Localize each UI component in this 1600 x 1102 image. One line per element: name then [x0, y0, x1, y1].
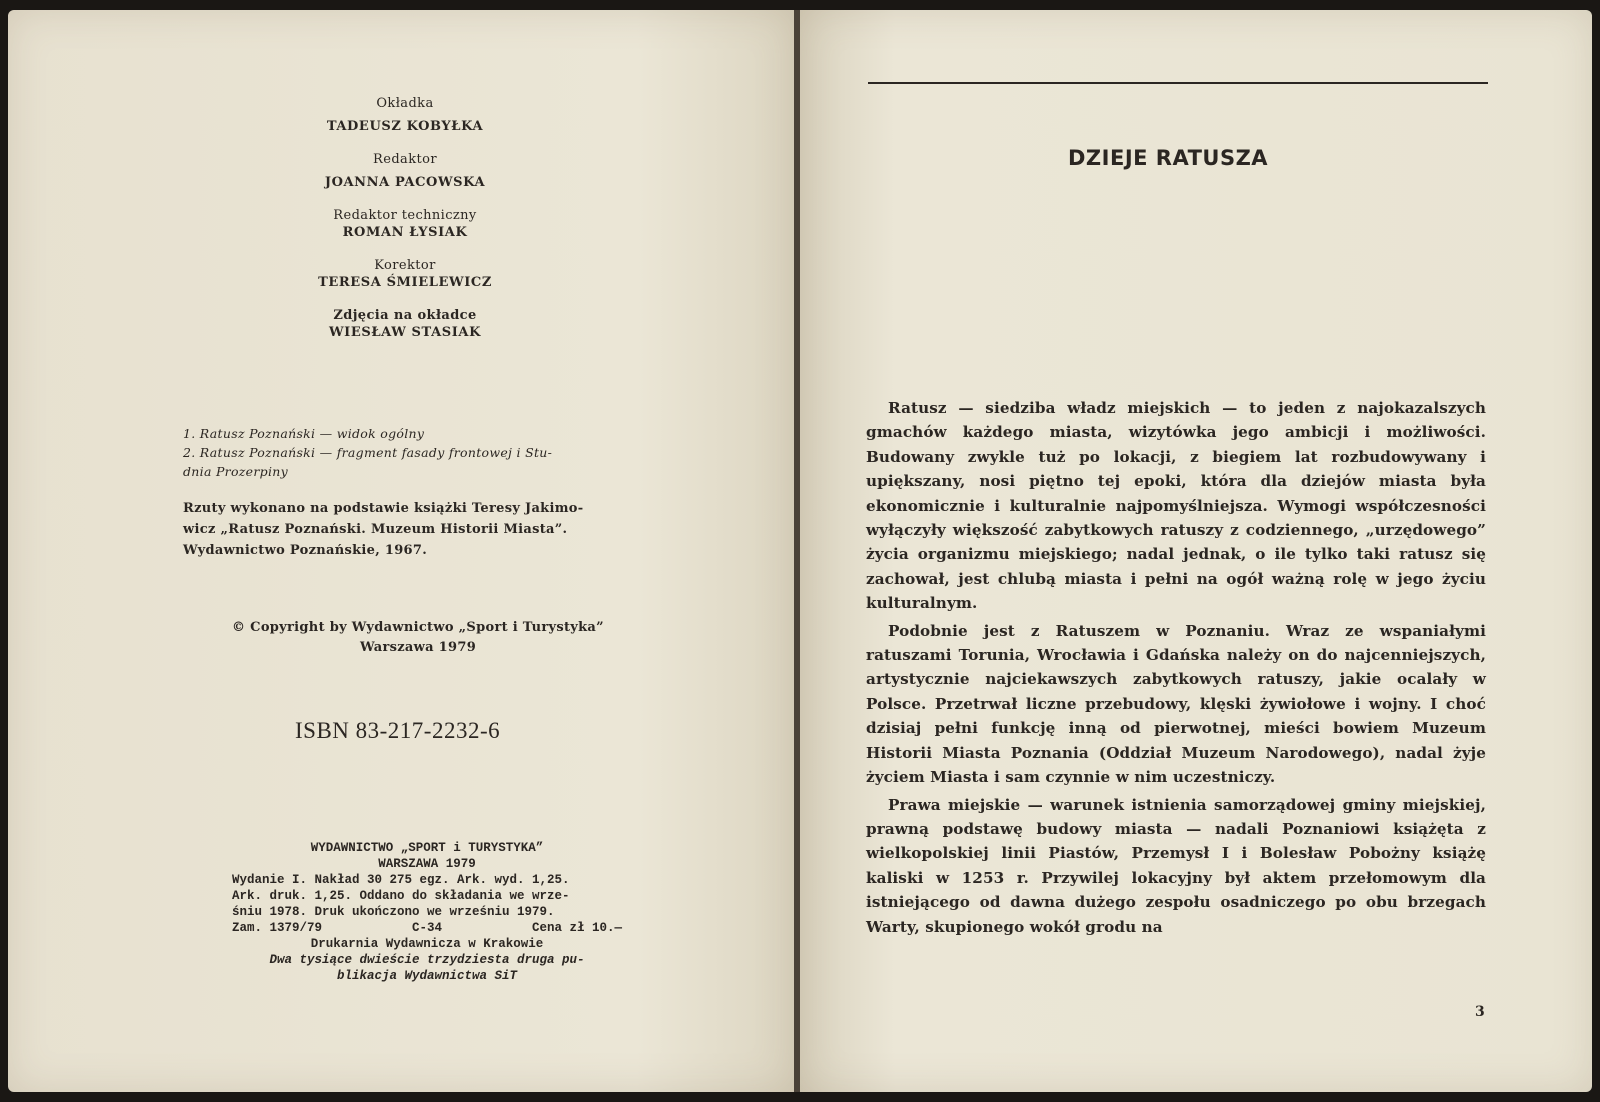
caption-line: 1. Ratusz Poznański — widok ogólny: [183, 426, 425, 441]
credit-name: TERESA ŚMIELEWICZ: [318, 275, 492, 290]
imprint-line: Ark. druk. 1,25. Oddano do składania we wrze-: [232, 889, 570, 903]
note-line: wicz „Ratusz Poznański. Muzeum Historii Miasta”.: [183, 522, 568, 537]
credit-name: WIESŁAW STASIAK: [328, 325, 482, 340]
copyright-line: © Copyright by Wydawnictwo „Sport i Turystyka”: [232, 620, 604, 635]
body-text: [866, 396, 1486, 942]
credit-name: JOANNA PACOWSKA: [324, 175, 486, 190]
caption-line: 2. Ratusz Poznański — fragment fasady frontowej i Stu-: [183, 445, 553, 460]
credit-name: TADEUSZ KOBYŁKA: [326, 119, 484, 134]
photo-captions: [183, 424, 663, 481]
credit-cover-photos: [300, 308, 510, 340]
imprint-order-row: [232, 920, 622, 936]
copyright-notice: [183, 618, 653, 658]
order-number: Zam. 1379/79: [232, 921, 323, 935]
credit-role: Korektor: [374, 258, 436, 273]
note-line: Wydawnictwo Poznańskie, 1967.: [183, 543, 428, 558]
credit-role: Zdjęcia na okładce: [333, 308, 477, 323]
note-line: Rzuty wykonano na podstawie książki Teresy Jakimo-: [183, 501, 584, 516]
imprint-edition-note: blikacja Wydawnictwa SiT: [336, 969, 518, 983]
imprint: [232, 840, 622, 984]
page-number: 3: [1475, 1004, 1485, 1020]
order-code: C-34: [411, 921, 442, 935]
credits: [300, 96, 510, 358]
imprint-line: Wydanie I. Nakład 30 275 egz. Ark. wyd. 1,25.: [232, 873, 570, 887]
isbn: ISBN 83-217-2232-6: [295, 718, 501, 743]
credit-proofreader: [300, 258, 510, 290]
imprint-publisher: WYDAWNICTWO „SPORT i TURYSTYKA”: [310, 841, 544, 855]
credit-cover: [300, 96, 510, 134]
credit-role: Redaktor techniczny: [333, 208, 477, 223]
paragraph: Ratusz — siedziba władz miejskich — to jeden z najokazalszych gmachów każdego miasta, wizytówka jego ambicji i możliwości. Budowany zwykle tuż po lokacji, z biegiem lat rozbudowywany i upiększany, nosi piętno tej epoki, która dla dziejów miasta była ekonomicznie i kulturalnie najpomyślniejsza. Wymogi współczesności wyłączyły większość zabytkowych ratuszy z codziennego, „urzędowego” życia organizmu miejskiego; nadal jednak, o ile tylko taki ratusz się zachował, jest chlubą miasta i pełni na ogół ważną rolę w jego życiu kulturalnym.: [866, 399, 1486, 613]
credit-editor: [300, 152, 510, 190]
copyright-line: Warszawa 1979: [359, 640, 477, 655]
paragraph: Podobnie jest z Ratuszem w Poznaniu. Wraz ze wspaniałymi ratuszami Torunia, Wrocławia i Gdańska należy on do najcenniejszych, artystycznie najciekawszych zabytkowych ratuszy, jakie ocalały w Polsce. Przetrwał liczne przebudowy, klęski żywiołowe i wojny. I choć dzisiaj pełni funkcję inną od pierwotnej, mieści bowiem Muzeum Historii Miasta Poznania (Oddział Muzeum Narodowego), nadal żyje życiem Miasta i sam czynnie w nim uczestniczy.: [866, 621, 1486, 787]
chapter-title: DZIEJE RATUSZA: [1068, 146, 1269, 170]
credit-role: Okładka: [376, 96, 434, 111]
caption-line: dnia Prozerpiny: [183, 464, 288, 479]
credit-role: Redaktor: [373, 152, 437, 167]
imprint-edition-note: Dwa tysiące dwieście trzydziesta druga pu-: [269, 953, 585, 967]
header-rule: [868, 82, 1488, 84]
imprint-line: śniu 1978. Druk ukończono we wrześniu 1979.: [232, 905, 555, 919]
imprint-printer: Drukarnia Wydawnicza w Krakowie: [310, 937, 544, 951]
imprint-city-year: WARSZAWA 1979: [378, 857, 476, 871]
credit-name: ROMAN ŁYSIAK: [342, 225, 468, 240]
paragraph: Prawa miejskie — warunek istnienia samorządowej gminy miejskiej, prawną podstawę budowy miasta — nadali Poznaniowi książęta z wielkopolskiej linii Piastów, Przemysł I i Bolesław Pobożny książę kaliski w 1253 r. Przywilej lokacyjny był aktem przełomowym dla istniejącego od dawna dużego zespołu osadniczego po obu brzegach Warty, skupionego wokół grodu na: [866, 795, 1486, 936]
drawings-source-note: [183, 498, 653, 561]
credit-technical-editor: [300, 208, 510, 240]
price: Cena zł 10.—: [531, 921, 622, 935]
